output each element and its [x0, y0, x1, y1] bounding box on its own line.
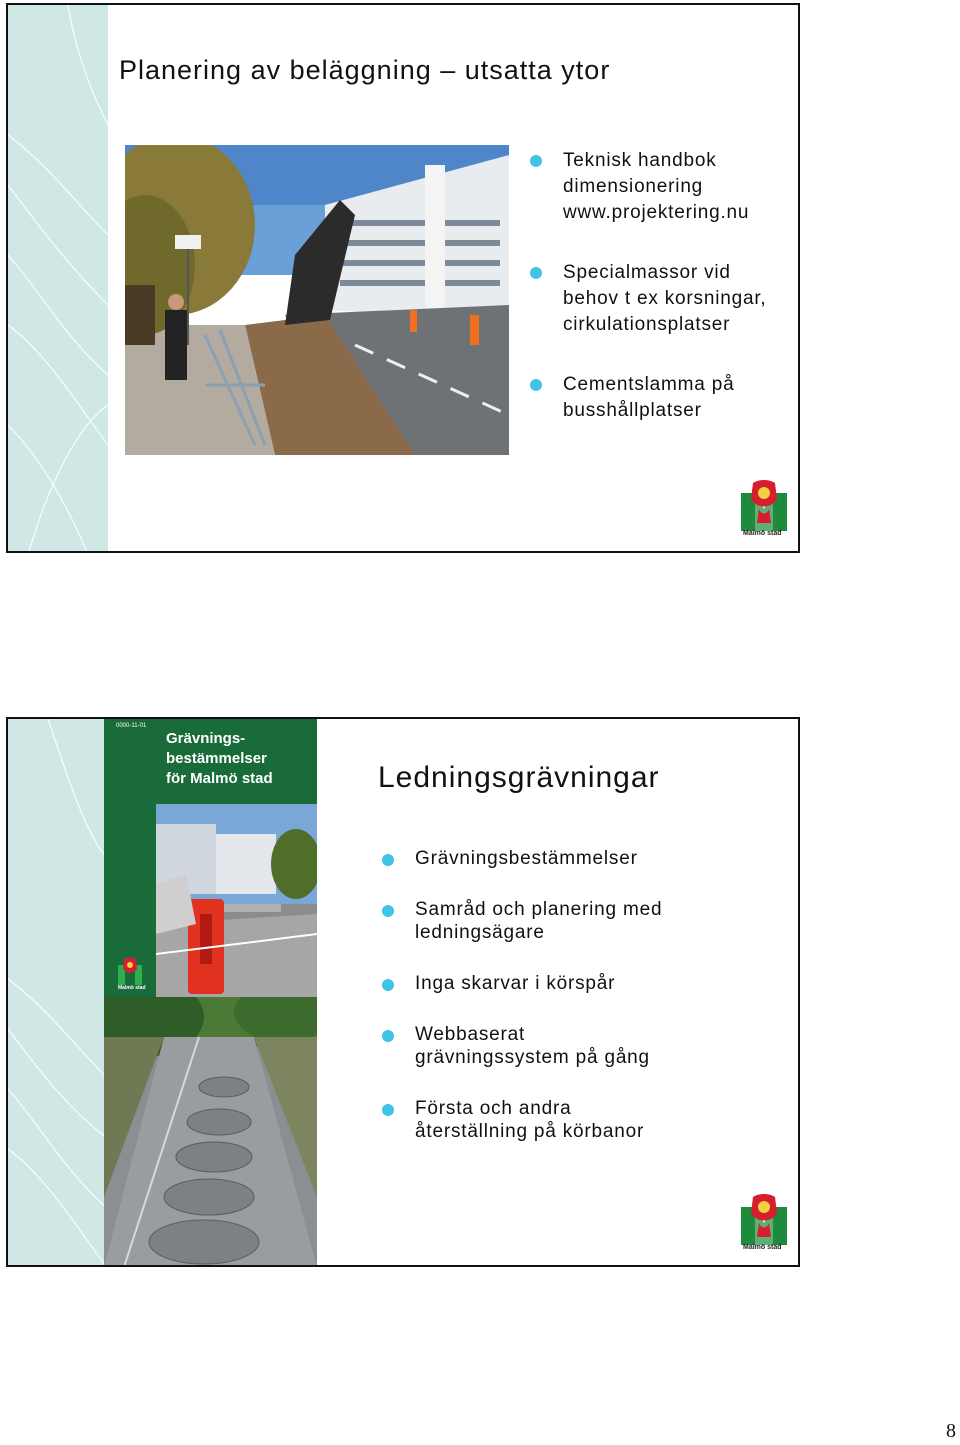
slide-1 [6, 3, 800, 553]
road-paving-photo [125, 145, 509, 455]
bullet-item: Samråd och planering med ledningsägare [382, 898, 682, 944]
slide-title: Ledningsgrävningar [378, 761, 660, 794]
slide-title: Planering av beläggning – utsatta ytor [119, 55, 611, 85]
malmo-stad-logo-icon [741, 479, 787, 536]
page-number: 8 [946, 1420, 956, 1442]
logo-caption: Malmö stad [743, 1244, 782, 1251]
malmo-stad-logo-icon [741, 1193, 787, 1250]
bullet-item: Teknisk handbok dimensionering www.projektering.nu [530, 148, 792, 226]
bullet-item: Cementslamma på busshållplatser [530, 372, 792, 424]
decorative-stripe [8, 719, 108, 1265]
bullet-item: Grävningsbestämmelser [382, 847, 682, 870]
booklet-cover [104, 719, 317, 997]
decorative-stripe [8, 5, 108, 551]
bullet-item: Specialmassor vid behov t ex korsningar, cirkulationsplatser [530, 260, 792, 338]
bullet-list [382, 847, 682, 1171]
cover-photo [156, 804, 317, 997]
bullet-item: Inga skarvar i körspår [382, 972, 682, 995]
logo-caption: Malmö stad [743, 530, 782, 537]
cover-logo-caption: Malmö stad [118, 985, 146, 991]
cover-title: Grävnings- bestämmelser för Malmö stad [166, 730, 273, 787]
bullet-list [530, 148, 792, 458]
bullet-item: Webbaserat grävningssystem på gång [382, 1023, 682, 1069]
cover-code: 0000-11-01 [116, 723, 147, 729]
patched-road-photo [104, 997, 317, 1267]
bullet-item: Första och andra återställning på körbanor [382, 1097, 682, 1143]
slide-2 [6, 717, 800, 1267]
